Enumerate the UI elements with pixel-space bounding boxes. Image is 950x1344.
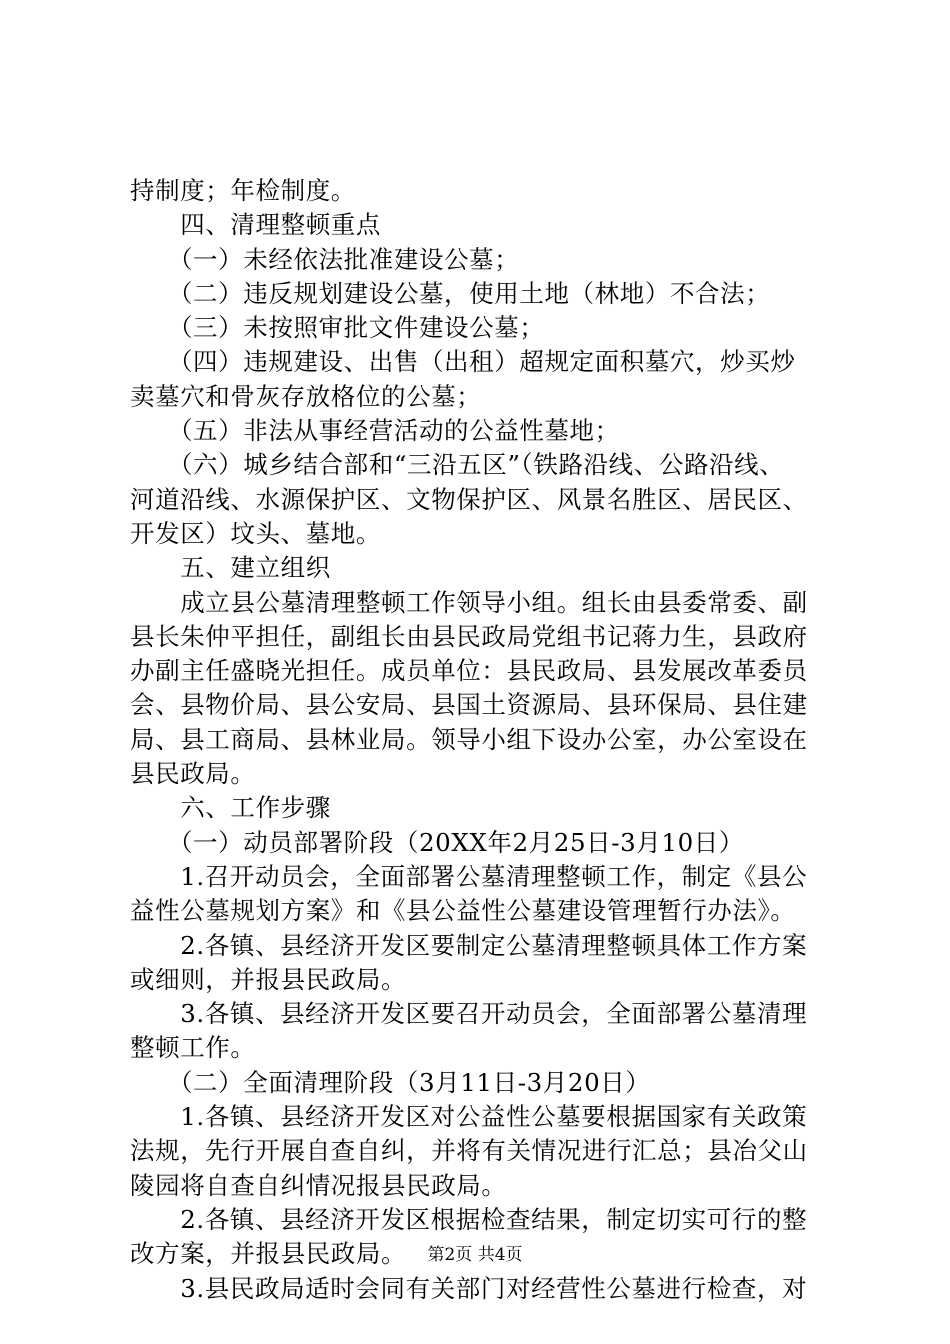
text-line: 开发区）坟头、墓地。: [130, 518, 381, 548]
text-line: 卖墓穴和骨灰存放格位的公墓；: [130, 381, 482, 411]
page-number-footer: 第2页 共4页: [427, 1245, 523, 1265]
text-line: 1.召开动员会，全面部署公墓清理整顿工作，制定《县公: [130, 861, 808, 891]
section-heading: 五、建立组织: [130, 553, 331, 583]
text-line: （一）未经依法批准建设公墓；: [130, 244, 520, 274]
text-line: （五）非法从事经营活动的公益性墓地；: [130, 416, 620, 446]
text-line: 法规，先行开展自查自纠，并将有关情况进行汇总；县冶父山: [130, 1136, 808, 1166]
text-line: 持制度；年检制度。: [130, 176, 356, 205]
text-line: 会、县物价局、县公安局、县国土资源局、县环保局、县住建: [130, 690, 808, 720]
text-line: 县长朱仲平担任，副组长由县民政局党组书记蒋力生，县政府: [130, 621, 808, 651]
text-line: 整顿工作。: [130, 1033, 256, 1063]
text-line: 2.各镇、县经济开发区根据检查结果，制定切实可行的整: [130, 1204, 808, 1234]
text-line: 成立县公墓清理整顿工作领导小组。组长由县委常委、副: [130, 587, 808, 617]
text-line: （二）全面清理阶段（3月11日-3月20日）: [130, 1067, 651, 1097]
text-line: （四）违规建设、出售（出租）超规定面积墓穴，炒买炒: [130, 347, 796, 377]
text-line: 局、县工商局、县林业局。领导小组下设办公室，办公室设在: [130, 724, 808, 754]
text-line: 2.各镇、县经济开发区要制定公墓清理整顿具体工作方案: [130, 930, 808, 960]
text-line: 陵园将自查自纠情况报县民政局。: [130, 1170, 507, 1200]
text-line: （二）违反规划建设公墓，使用土地（林地）不合法；: [130, 278, 771, 308]
text-line: 县民政局。: [130, 759, 256, 789]
text-line: （六）城乡结合部和“三沿五区”（铁路沿线、公路沿线、: [130, 450, 785, 480]
section-heading: 六、工作步骤: [130, 793, 331, 823]
text-line: 河道沿线、水源保护区、文物保护区、风景名胜区、居民区、: [130, 484, 808, 514]
document-body: [130, 174, 835, 1306]
text-line: （一）动员部署阶段（20XX年2月25日-3月10日）: [130, 827, 745, 857]
text-line: 或细则，并报县民政局。: [130, 964, 407, 994]
text-line: （三）未按照审批文件建设公墓；: [130, 313, 545, 343]
text-line: 3.各镇、县经济开发区要召开动员会，全面部署公墓清理: [130, 999, 808, 1029]
text-line: 改方案，并报县民政局。: [130, 1239, 407, 1269]
text-line: 办副主任盛晓光担任。成员单位：县民政局、县发展改革委员: [130, 656, 808, 686]
text-line: 3.县民政局适时会同有关部门对经营性公墓进行检查，对: [130, 1273, 808, 1303]
text-line: 益性公墓规划方案》和《县公益性公墓建设管理暂行办法》。: [130, 896, 796, 926]
section-heading: 四、清理整顿重点: [130, 210, 381, 240]
text-line: 1.各镇、县经济开发区对公益性公墓要根据国家有关政策: [130, 1102, 808, 1132]
